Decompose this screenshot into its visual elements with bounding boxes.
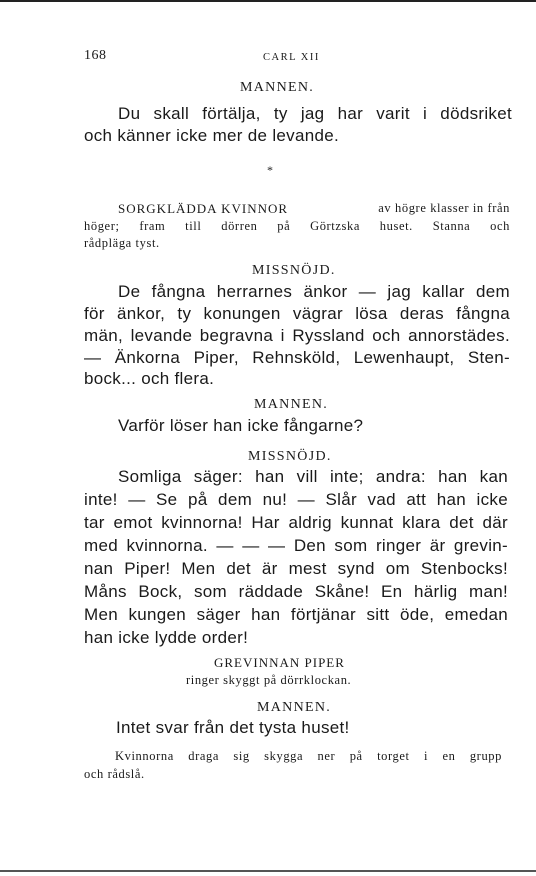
stage-direction-line: Kvinnorna draga sig skygga ner på torget i en grupp — [115, 749, 502, 763]
speech-line: och känner icke mer de levande. — [84, 126, 339, 145]
stage-direction-line: rådpläga tyst. — [84, 236, 160, 250]
speech-line: Men kungen säger han förtjänar sitt öde, emedan — [84, 605, 508, 624]
page-top-border — [0, 0, 536, 2]
speaker-mannen-1: MANNEN. — [240, 80, 315, 95]
speaker-mannen-3: MANNEN. — [257, 700, 332, 715]
speaker-mannen-2: MANNEN. — [254, 397, 329, 412]
speech-line: Intet svar från det tysta huset! — [116, 718, 350, 737]
section-separator-star: * — [267, 163, 273, 177]
speech-line: med kvinnorna. — — — Den som ringer är grevin- — [84, 536, 508, 555]
stage-direction-line — [118, 201, 510, 217]
speech-line: Måns Bock, som räddade Skåne! En härlig man! — [84, 582, 508, 601]
speech-line: — Änkorna Piper, Rehnsköld, Lewenhaupt, Sten- — [84, 348, 510, 367]
stage-direction-line: och rådslå. — [84, 767, 145, 781]
speech-line: inte! — Se på dem nu! — Slår vad att han icke — [84, 490, 508, 509]
stage-direction-line: ringer skyggt på dörrklockan. — [186, 673, 352, 687]
speech-line: bock... och flera. — [84, 369, 215, 388]
stage-direction-small-caps: SORGKLÄDDA KVINNOR — [118, 201, 289, 216]
stage-direction-text: av högre klasser in från — [378, 201, 510, 215]
speech-line: Du skall förtälja, ty jag har varit i dödsriket — [118, 104, 512, 123]
page-number: 168 — [84, 48, 107, 63]
speech-line: nan Piper! Men det är mest synd om Stenbocks! — [84, 559, 508, 578]
stage-direction-line: höger; fram till dörren på Görtzska huset. Stanna och — [84, 219, 510, 233]
speech-line: De fångna herrarnes änkor — jag kallar dem — [118, 282, 510, 301]
speech-line: Somliga säger: han vill inte; andra: han kan — [118, 467, 508, 486]
speech-line: män, levande begravna i Ryssland och annorstädes. — [84, 326, 510, 345]
speech-line: han icke lydde order! — [84, 628, 249, 647]
speech-line: för änkor, ty konungen vägrar lösa deras fångna — [84, 304, 510, 323]
running-title: CARL XII — [263, 52, 320, 63]
page-bottom-border — [0, 870, 536, 872]
speech-line: Varför löser han icke fångarne? — [118, 416, 364, 435]
speaker-missnojd-1: MISSNÖJD. — [252, 263, 336, 278]
speaker-missnojd-2: MISSNÖJD. — [248, 449, 332, 464]
stage-direction-small-caps: GREVINNAN PIPER — [214, 655, 345, 670]
speech-line: tar emot kvinnorna! Har aldrig kunnat klara det där — [84, 513, 508, 532]
